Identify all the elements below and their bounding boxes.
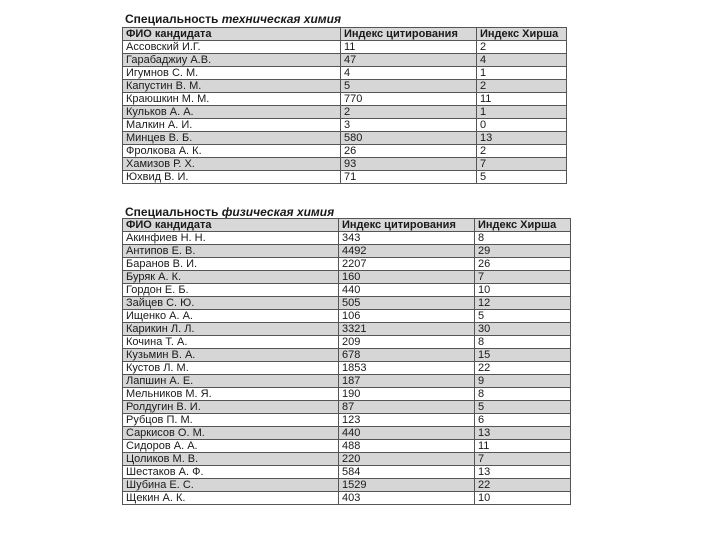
cell-name: Шестаков А. Ф. xyxy=(123,466,339,479)
cell-hirsch: 8 xyxy=(475,388,571,401)
cell-citations: 584 xyxy=(339,466,475,479)
cell-hirsch: 7 xyxy=(475,271,571,284)
cell-name: Шубина Е. С. xyxy=(123,479,339,492)
cell-citations: 93 xyxy=(341,158,477,171)
cell-hirsch: 10 xyxy=(475,284,571,297)
cell-citations: 47 xyxy=(341,54,477,67)
table-row xyxy=(123,258,571,271)
cell-hirsch: 7 xyxy=(475,453,571,466)
cell-name: Гарабаджиу А.В. xyxy=(123,54,341,67)
cell-citations: 3 xyxy=(341,119,477,132)
cell-name: Кульков А. А. xyxy=(123,106,341,119)
table-physical-chemistry xyxy=(122,218,571,505)
table-row xyxy=(123,414,571,427)
section-heading-technical-chemistry xyxy=(125,12,341,26)
cell-citations: 190 xyxy=(339,388,475,401)
cell-hirsch: 8 xyxy=(475,232,571,245)
table-row xyxy=(123,479,571,492)
cell-citations: 440 xyxy=(339,284,475,297)
cell-hirsch: 12 xyxy=(475,297,571,310)
cell-citations: 160 xyxy=(339,271,475,284)
cell-hirsch: 8 xyxy=(475,336,571,349)
cell-name: Хамизов Р. Х. xyxy=(123,158,341,171)
table-row xyxy=(123,349,571,362)
cell-hirsch: 0 xyxy=(477,119,567,132)
table-header-row xyxy=(123,28,567,41)
cell-citations: 505 xyxy=(339,297,475,310)
cell-hirsch: 7 xyxy=(477,158,567,171)
cell-name: Баранов В. И. xyxy=(123,258,339,271)
cell-name: Ищенко А. А. xyxy=(123,310,339,323)
cell-name: Мельников М. Я. xyxy=(123,388,339,401)
cell-name: Рубцов П. М. xyxy=(123,414,339,427)
table-row xyxy=(123,388,571,401)
table-row xyxy=(123,80,567,93)
cell-hirsch: 29 xyxy=(475,245,571,258)
cell-name: Краюшкин М. М. xyxy=(123,93,341,106)
cell-citations: 71 xyxy=(341,171,477,184)
cell-name: Гордон Е. Б. xyxy=(123,284,339,297)
table-row xyxy=(123,323,571,336)
table-row xyxy=(123,54,567,67)
table-row xyxy=(123,336,571,349)
cell-name: Саркисов О. М. xyxy=(123,427,339,440)
cell-hirsch: 2 xyxy=(477,80,567,93)
table-row xyxy=(123,401,571,414)
header-citations: Индекс цитирования xyxy=(341,28,477,41)
cell-citations: 4 xyxy=(341,67,477,80)
table-row xyxy=(123,67,567,80)
table-row xyxy=(123,310,571,323)
table-row xyxy=(123,453,571,466)
cell-citations: 403 xyxy=(339,492,475,505)
cell-hirsch: 30 xyxy=(475,323,571,336)
cell-hirsch: 13 xyxy=(475,466,571,479)
cell-name: Кузьмин В. А. xyxy=(123,349,339,362)
cell-hirsch: 6 xyxy=(475,414,571,427)
cell-name: Лапшин А. Е. xyxy=(123,375,339,388)
cell-citations: 580 xyxy=(341,132,477,145)
cell-citations: 11 xyxy=(341,41,477,54)
cell-hirsch: 11 xyxy=(477,93,567,106)
cell-hirsch: 5 xyxy=(475,401,571,414)
header-name: ФИО кандидата xyxy=(123,219,339,232)
cell-name: Фролкова А. К. xyxy=(123,145,341,158)
cell-hirsch: 15 xyxy=(475,349,571,362)
table-row xyxy=(123,284,571,297)
cell-name: Юхвид В. И. xyxy=(123,171,341,184)
table-row xyxy=(123,297,571,310)
cell-hirsch: 2 xyxy=(477,145,567,158)
cell-citations: 770 xyxy=(341,93,477,106)
cell-name: Щекин А. К. xyxy=(123,492,339,505)
cell-name: Кустов Л. М. xyxy=(123,362,339,375)
table-row xyxy=(123,106,567,119)
cell-name: Буряк А. К. xyxy=(123,271,339,284)
table-row xyxy=(123,41,567,54)
cell-hirsch: 10 xyxy=(475,492,571,505)
cell-name: Сидоров А. А. xyxy=(123,440,339,453)
cell-citations: 123 xyxy=(339,414,475,427)
cell-citations: 220 xyxy=(339,453,475,466)
heading-prefix: Специальность xyxy=(125,12,219,26)
cell-hirsch: 22 xyxy=(475,479,571,492)
table-technical-chemistry xyxy=(122,27,567,184)
cell-name: Минцев В. Б. xyxy=(123,132,341,145)
cell-name: Кочина Т. А. xyxy=(123,336,339,349)
cell-name: Ролдугин В. И. xyxy=(123,401,339,414)
cell-hirsch: 4 xyxy=(477,54,567,67)
table-row xyxy=(123,245,571,258)
cell-name: Карикин Л. Л. xyxy=(123,323,339,336)
cell-hirsch: 2 xyxy=(477,41,567,54)
cell-citations: 3321 xyxy=(339,323,475,336)
table-row xyxy=(123,271,571,284)
cell-citations: 343 xyxy=(339,232,475,245)
cell-name: Антипов Е. В. xyxy=(123,245,339,258)
heading-prefix: Специальность xyxy=(125,205,219,219)
cell-hirsch: 1 xyxy=(477,106,567,119)
cell-name: Капустин В. М. xyxy=(123,80,341,93)
table-row xyxy=(123,466,571,479)
heading-specialty: техническая химия xyxy=(221,12,342,26)
table-row xyxy=(123,171,567,184)
table-row xyxy=(123,362,571,375)
table-row xyxy=(123,440,571,453)
cell-hirsch: 11 xyxy=(475,440,571,453)
table-row xyxy=(123,375,571,388)
table-row xyxy=(123,232,571,245)
cell-citations: 4492 xyxy=(339,245,475,258)
cell-citations: 678 xyxy=(339,349,475,362)
cell-citations: 87 xyxy=(339,401,475,414)
table-row xyxy=(123,119,567,132)
cell-citations: 440 xyxy=(339,427,475,440)
cell-name: Игумнов С. М. xyxy=(123,67,341,80)
header-citations: Индекс цитирования xyxy=(339,219,475,232)
cell-name: Акинфиев Н. Н. xyxy=(123,232,339,245)
cell-citations: 2207 xyxy=(339,258,475,271)
heading-specialty: физическая химия xyxy=(221,205,335,219)
cell-hirsch: 9 xyxy=(475,375,571,388)
cell-citations: 1529 xyxy=(339,479,475,492)
cell-citations: 106 xyxy=(339,310,475,323)
cell-name: Зайцев С. Ю. xyxy=(123,297,339,310)
cell-citations: 26 xyxy=(341,145,477,158)
table-row xyxy=(123,492,571,505)
cell-citations: 1853 xyxy=(339,362,475,375)
cell-citations: 209 xyxy=(339,336,475,349)
cell-citations: 5 xyxy=(341,80,477,93)
cell-hirsch: 13 xyxy=(477,132,567,145)
cell-hirsch: 22 xyxy=(475,362,571,375)
cell-citations: 187 xyxy=(339,375,475,388)
cell-hirsch: 5 xyxy=(475,310,571,323)
cell-name: Малкин А. И. xyxy=(123,119,341,132)
table-row xyxy=(123,93,567,106)
section-heading-physical-chemistry xyxy=(125,205,334,219)
cell-hirsch: 13 xyxy=(475,427,571,440)
cell-hirsch: 5 xyxy=(477,171,567,184)
table-row xyxy=(123,158,567,171)
cell-hirsch: 1 xyxy=(477,67,567,80)
cell-citations: 2 xyxy=(341,106,477,119)
table-row xyxy=(123,427,571,440)
table-row xyxy=(123,145,567,158)
header-hirsch: Индекс Хирша xyxy=(477,28,567,41)
cell-citations: 488 xyxy=(339,440,475,453)
table-header-row xyxy=(123,219,571,232)
cell-name: Цоликов М. В. xyxy=(123,453,339,466)
table-row xyxy=(123,132,567,145)
cell-hirsch: 26 xyxy=(475,258,571,271)
header-name: ФИО кандидата xyxy=(123,28,341,41)
header-hirsch: Индекс Хирша xyxy=(475,219,571,232)
cell-name: Ассовский И.Г. xyxy=(123,41,341,54)
